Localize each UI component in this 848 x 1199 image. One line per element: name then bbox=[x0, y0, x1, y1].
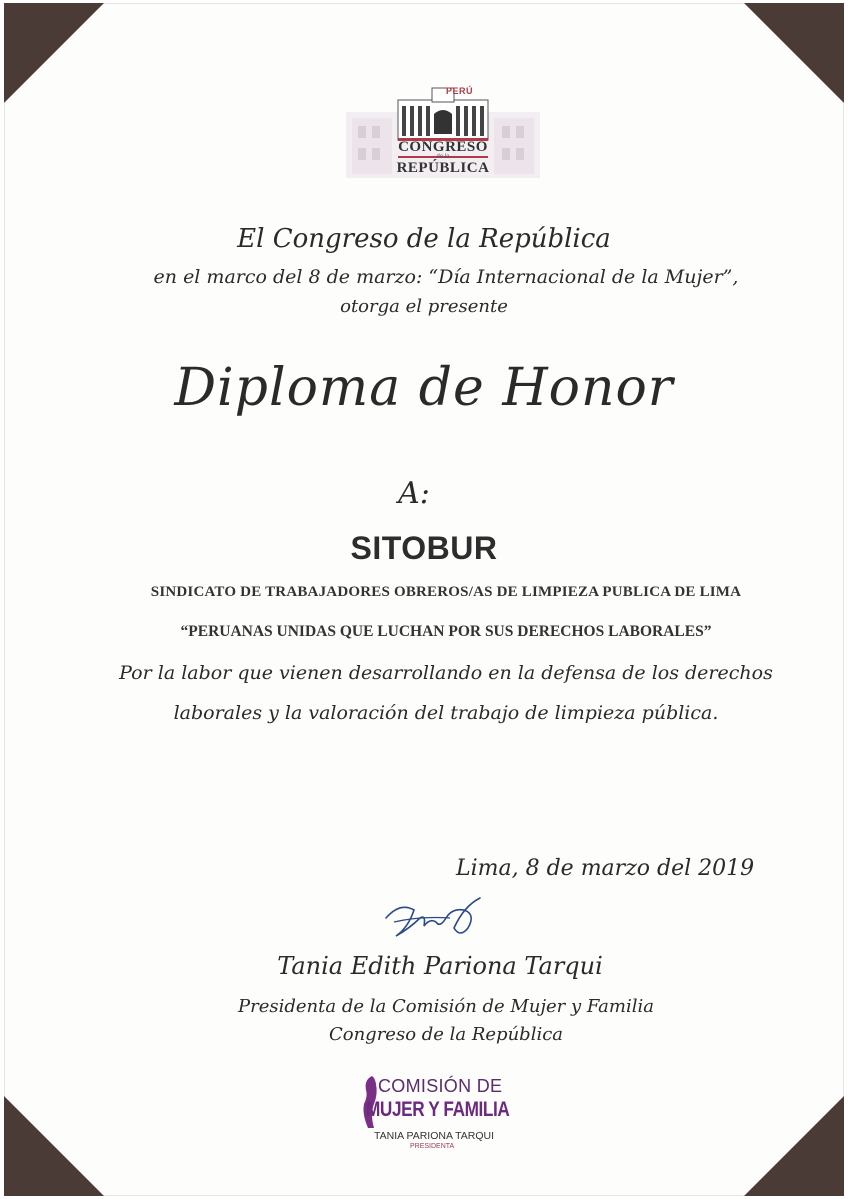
signer-name: Tania Edith Pariona Tarqui bbox=[277, 952, 603, 980]
handwritten-signature bbox=[380, 888, 492, 952]
corner-mount-top-right bbox=[744, 3, 844, 103]
logo-connector: de la bbox=[436, 154, 450, 160]
intro-line-1: El Congreso de la República bbox=[237, 224, 611, 254]
intro-line-3: otorga el presente bbox=[340, 296, 508, 317]
logo-word-republica: REPÚBLICA bbox=[396, 160, 490, 176]
recipient-full-name: SINDICATO DE TRABAJADORES OBREROS/AS DE LIMPIEZA PUBLICA DE LIMA bbox=[150, 584, 742, 600]
corner-mount-bottom-left bbox=[4, 1096, 104, 1196]
corner-mount-top-left bbox=[4, 3, 104, 103]
logo-country: PERÚ bbox=[446, 86, 474, 96]
recipient-prefix: A: bbox=[398, 476, 430, 511]
intro-line-2: en el marco del 8 de marzo: “Día Internacional de la Mujer”, bbox=[153, 266, 739, 288]
stamp-line-1: COMISIÓN DE bbox=[378, 1076, 503, 1096]
reason-line-2: laborales y la valoración del trabajo de limpieza pública. bbox=[173, 702, 719, 724]
issue-date: Lima, 8 de marzo del 2019 bbox=[456, 856, 755, 881]
congress-logo bbox=[346, 84, 540, 180]
logo-word-congreso: CONGRESO bbox=[398, 139, 488, 155]
reason-line-1: Por la labor que vienen desarrollando en la defensa de los derechos bbox=[119, 662, 773, 684]
corner-mount-bottom-right bbox=[744, 1096, 844, 1196]
signer-role: Presidenta de la Comisión de Mujer y Familia bbox=[238, 996, 654, 1017]
commission-stamp bbox=[360, 1074, 526, 1164]
stamp-line-3: TANIA PARIONA TARQUI bbox=[374, 1130, 494, 1142]
diploma-title: Diploma de Honor bbox=[174, 358, 674, 418]
recipient-motto: “PERUANAS UNIDAS QUE LUCHAN POR SUS DERECHOS LABORALES” bbox=[180, 623, 712, 640]
stamp-line-2: MUJER Y FAMILIA bbox=[366, 1098, 510, 1121]
stamp-line-4: PRESIDENTA bbox=[410, 1143, 455, 1150]
signer-institution: Congreso de la República bbox=[328, 1024, 564, 1045]
recipient-name: SITOBUR bbox=[350, 530, 498, 566]
